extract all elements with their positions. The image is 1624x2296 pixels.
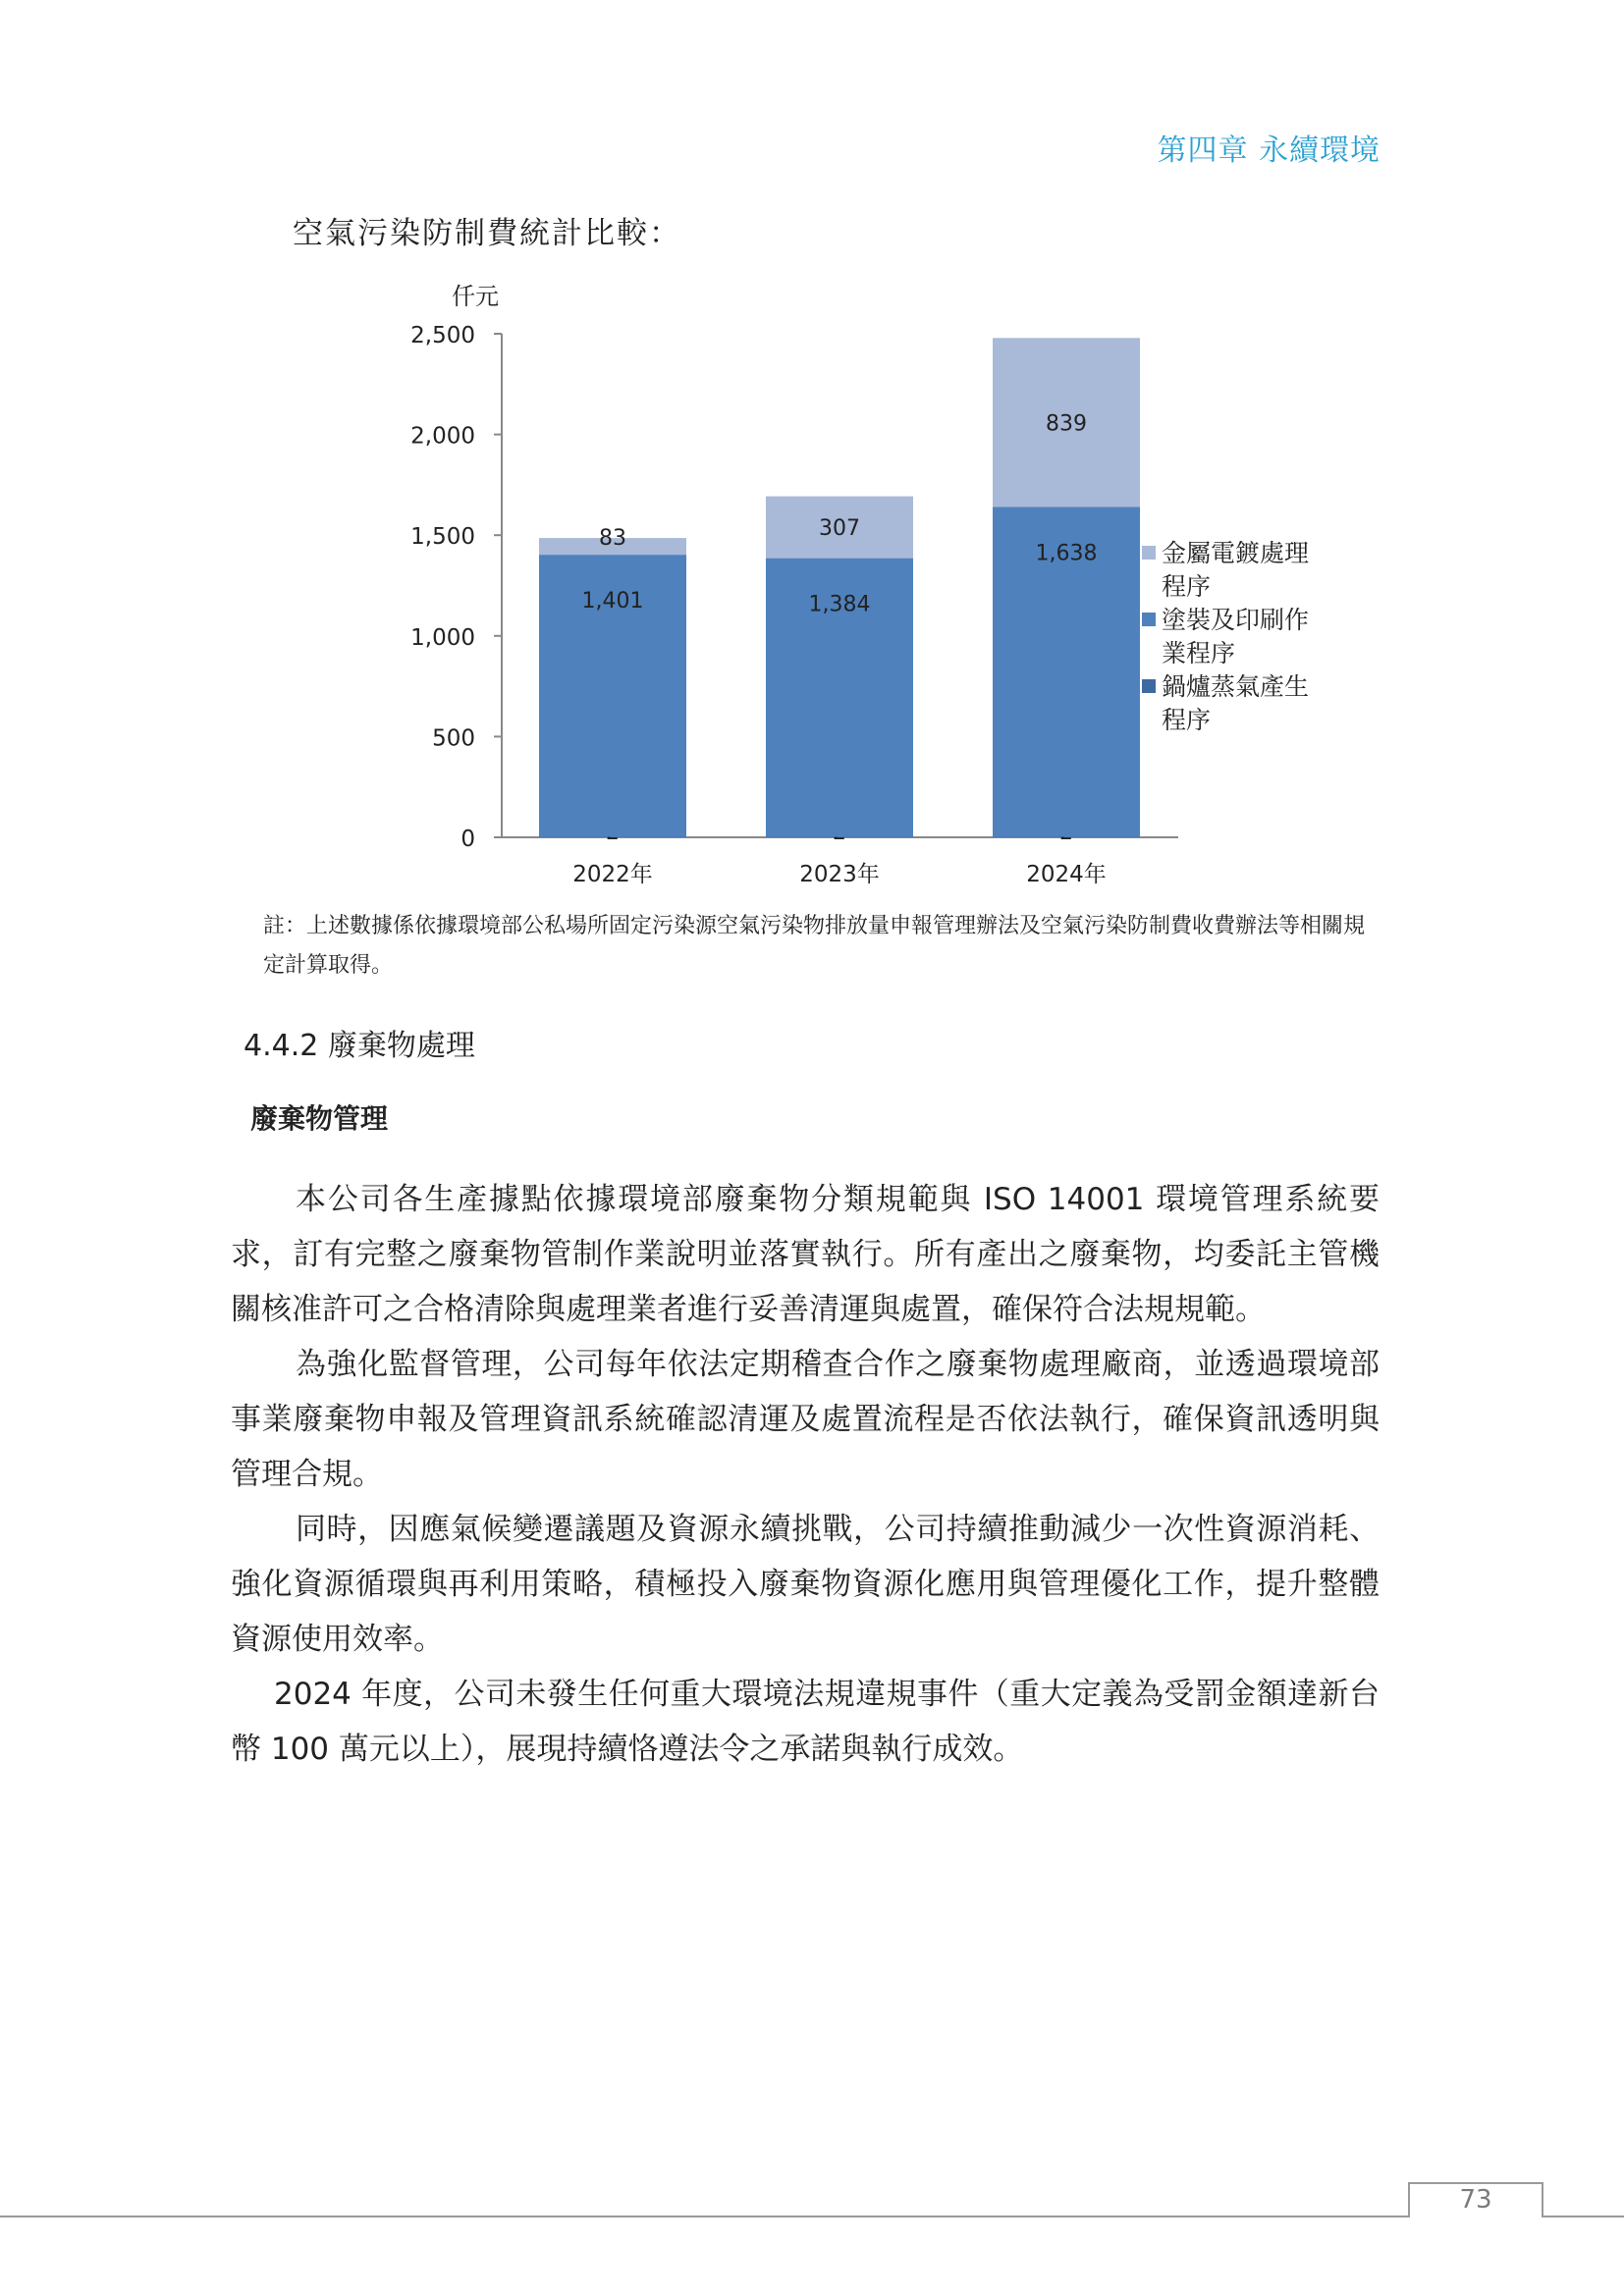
paragraph-2: 為強化監督管理，公司每年依法定期稽查合作之廢棄物處理廠商，並透過環境部事業廢棄物申報及管理資訊系統確認清運及處置流程是否依法執行，確保資訊透明與管理合規。: [231, 1347, 1380, 1492]
y-tick-label: 500: [432, 725, 475, 752]
y-axis-label: 仟元: [452, 283, 499, 310]
sub-heading: 廢棄物管理: [250, 1102, 389, 1135]
data-label: 1,384: [808, 592, 871, 617]
x-tick-label: 2022年: [572, 862, 653, 887]
stacked-bar-chart: [0, 0, 1624, 903]
paragraph-1: 本公司各生產據點依據環境部廢棄物分類規範與 ISO 14001 環境管理系統要求，訂有完整之廢棄物管制作業說明並落實執行。所有產出之廢棄物，均委託主管機關核准許可之合格清除與處理業者進行妥善清運與處置，確保符合法規規範。: [231, 1182, 1380, 1327]
data-label: 83: [599, 526, 626, 552]
legend-label-2: 業程序: [1162, 639, 1236, 667]
footer-line: [0, 2216, 1624, 2217]
y-tick-label: 1,500: [410, 524, 475, 551]
y-tick-label: 2,000: [410, 423, 475, 450]
x-tick-label: 2024年: [1026, 862, 1107, 887]
y-tick-label: 1,000: [410, 624, 475, 651]
data-label: 1,638: [1035, 541, 1098, 566]
data-label: 307: [819, 516, 860, 542]
chart-heading: 空氣污染防制費統計比較：: [293, 216, 681, 251]
legend-swatch-1: [1142, 546, 1156, 560]
legend-swatch-2: [1142, 613, 1156, 626]
data-label: 1,401: [581, 589, 644, 614]
y-tick-label: 2,500: [410, 323, 475, 348]
paragraph-4: 2024 年度，公司未發生任何重大環境法規違規事件（重大定義為受罰金額達新台幣 100 萬元以上），展現持續恪遵法令之承諾與執行成效。: [231, 1677, 1380, 1767]
section-heading: 4.4.2 廢棄物處理: [244, 1029, 475, 1063]
y-tick-label: 0: [460, 827, 475, 852]
legend-label-1: 金屬電鍍處理: [1162, 539, 1310, 567]
data-label: 839: [1046, 411, 1087, 437]
legend-label-2: 塗裝及印刷作: [1162, 606, 1310, 634]
legend-label-3: 鍋爐蒸氣產生: [1162, 672, 1310, 701]
page-number: 73: [1459, 2185, 1492, 2215]
legend-label-3: 程序: [1162, 706, 1212, 734]
legend-swatch-3: [1142, 679, 1156, 693]
chapter-header: 第四章 永續環境: [1157, 133, 1380, 168]
paragraph-3: 同時，因應氣候變遷議題及資源永續挑戰，公司持續推動減少一次性資源消耗、強化資源循環與再利用策略，積極投入廢棄物資源化應用與管理優化工作，提升整體資源使用效率。: [231, 1512, 1380, 1657]
legend-label-1: 程序: [1162, 572, 1212, 601]
body-text: [231, 1172, 1380, 1777]
chart-note: 註：上述數據係依據環境部公私場所固定污染源空氣污染物排放量申報管理辦法及空氣污染防制費收費辦法等相關規定計算取得。: [263, 914, 1366, 978]
x-tick-label: 2023年: [799, 862, 880, 887]
